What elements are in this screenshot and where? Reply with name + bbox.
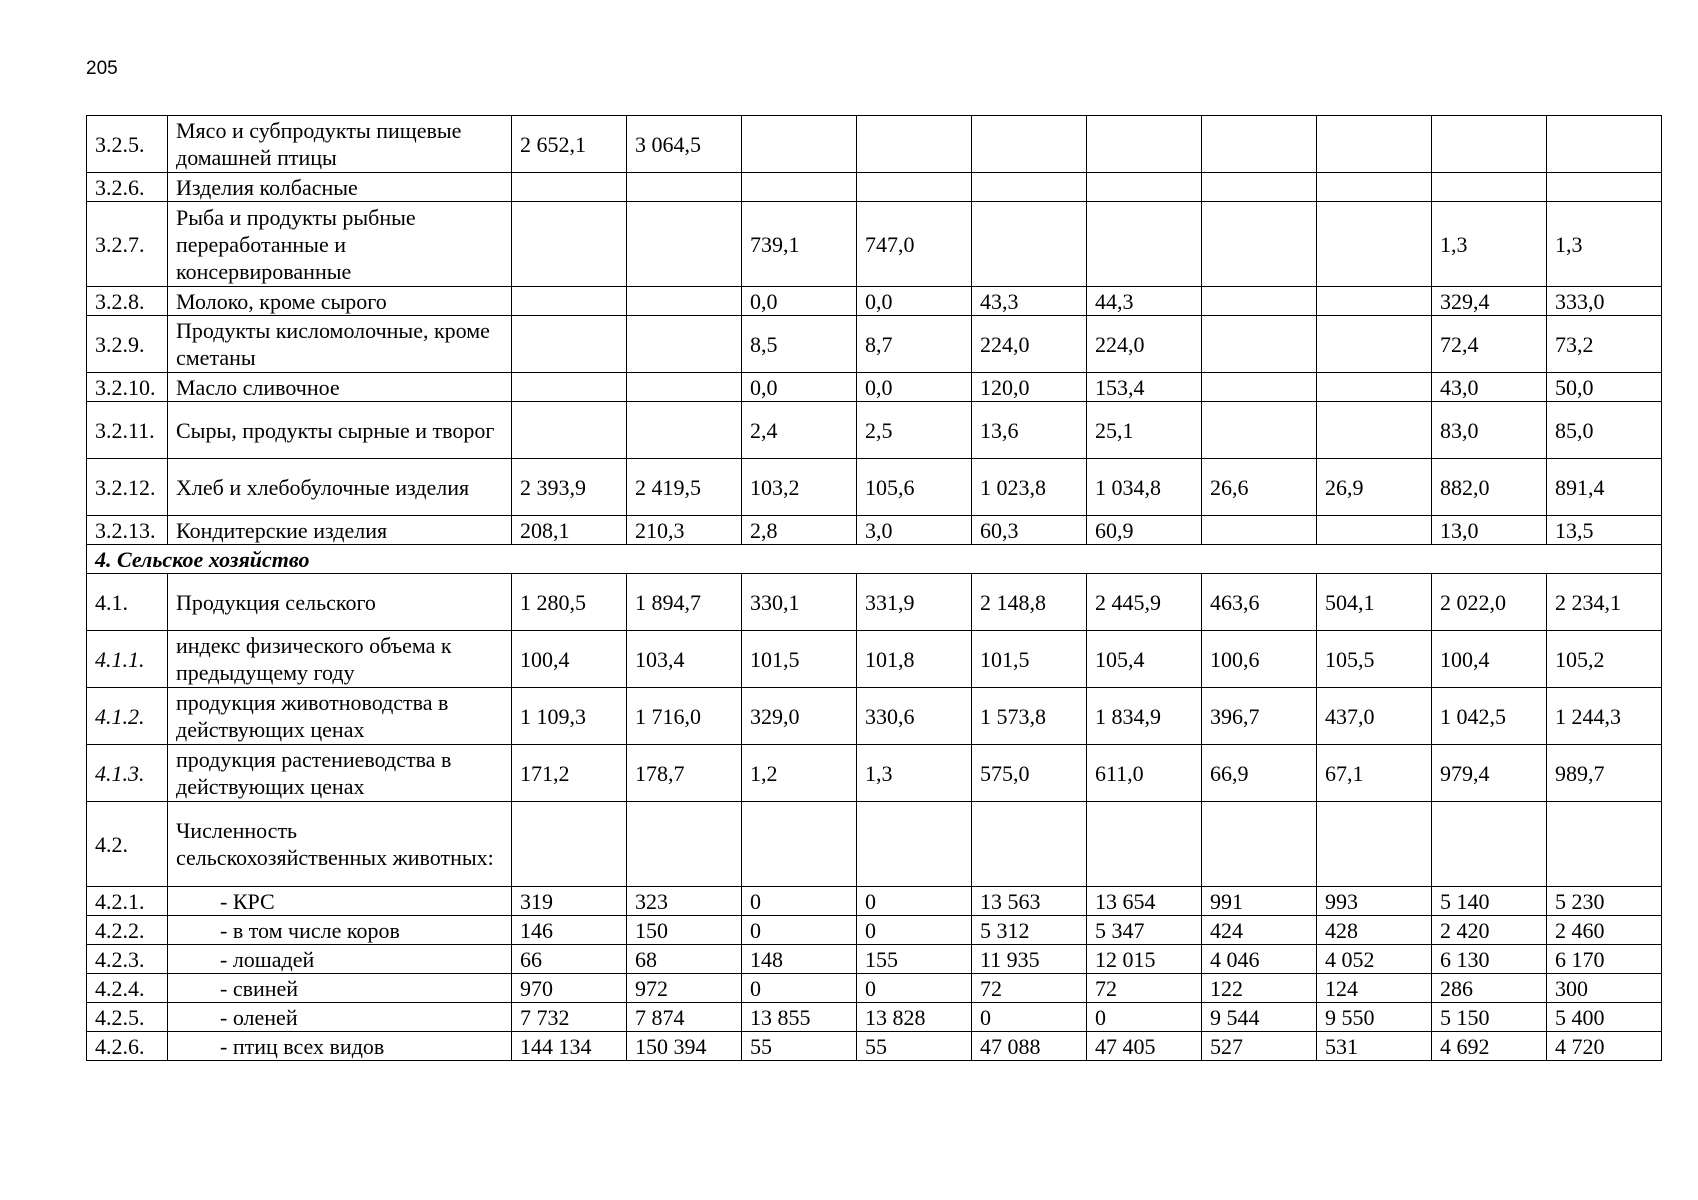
- value-cell: 224,0: [1087, 316, 1202, 373]
- value-cell: 55: [857, 1032, 972, 1061]
- value-cell: 13,0: [1432, 516, 1547, 545]
- value-cell: 1 716,0: [627, 688, 742, 745]
- value-cell: 575,0: [972, 745, 1087, 802]
- row-name: Продукция сельского: [168, 574, 512, 631]
- value-cell: 44,3: [1087, 287, 1202, 316]
- row-name: - оленей: [168, 1003, 512, 1032]
- value-cell: [1317, 116, 1432, 173]
- row-code: 4.1.3.: [87, 745, 168, 802]
- value-cell: 319: [512, 887, 627, 916]
- value-cell: 5 347: [1087, 916, 1202, 945]
- table-row: [87, 745, 1662, 802]
- value-cell: 2,4: [742, 402, 857, 459]
- value-cell: 148: [742, 945, 857, 974]
- value-cell: 527: [1202, 1032, 1317, 1061]
- value-cell: 2,5: [857, 402, 972, 459]
- value-cell: 0: [742, 916, 857, 945]
- value-cell: 993: [1317, 887, 1432, 916]
- value-cell: 891,4: [1547, 459, 1662, 516]
- value-cell: [1317, 402, 1432, 459]
- value-cell: 3 064,5: [627, 116, 742, 173]
- value-cell: 2 234,1: [1547, 574, 1662, 631]
- value-cell: [1547, 116, 1662, 173]
- value-cell: 2 652,1: [512, 116, 627, 173]
- value-cell: 12 015: [1087, 945, 1202, 974]
- table-row: [87, 202, 1662, 287]
- value-cell: 66: [512, 945, 627, 974]
- value-cell: 103,2: [742, 459, 857, 516]
- section-title: 4. Сельское хозяйство: [87, 545, 1662, 574]
- value-cell: [1202, 116, 1317, 173]
- value-cell: 144 134: [512, 1032, 627, 1061]
- value-cell: 120,0: [972, 373, 1087, 402]
- value-cell: 7 874: [627, 1003, 742, 1032]
- value-cell: [1317, 316, 1432, 373]
- row-name: индекс физического объема к предыдущему году: [168, 631, 512, 688]
- row-name: - лошадей: [168, 945, 512, 974]
- value-cell: 2 445,9: [1087, 574, 1202, 631]
- table-row: [87, 173, 1662, 202]
- row-code: 3.2.9.: [87, 316, 168, 373]
- value-cell: 4 720: [1547, 1032, 1662, 1061]
- row-name: продукция растениеводства в действующих ценах: [168, 745, 512, 802]
- value-cell: 3,0: [857, 516, 972, 545]
- value-cell: [1432, 116, 1547, 173]
- value-cell: 2 393,9: [512, 459, 627, 516]
- value-cell: 0,0: [742, 287, 857, 316]
- value-cell: 0: [972, 1003, 1087, 1032]
- row-code: 4.2.1.: [87, 887, 168, 916]
- value-cell: 101,5: [742, 631, 857, 688]
- value-cell: 437,0: [1317, 688, 1432, 745]
- value-cell: 1,3: [1432, 202, 1547, 287]
- value-cell: [512, 373, 627, 402]
- row-name: Кондитерские изделия: [168, 516, 512, 545]
- value-cell: 300: [1547, 974, 1662, 1003]
- value-cell: 1 042,5: [1432, 688, 1547, 745]
- value-cell: 26,6: [1202, 459, 1317, 516]
- value-cell: 6 130: [1432, 945, 1547, 974]
- row-name: Рыба и продукты рыбные переработанные и консервированные: [168, 202, 512, 287]
- value-cell: [857, 802, 972, 887]
- value-cell: [1432, 802, 1547, 887]
- value-cell: 55: [742, 1032, 857, 1061]
- value-cell: 13 855: [742, 1003, 857, 1032]
- table-row: [87, 916, 1662, 945]
- value-cell: 0: [857, 974, 972, 1003]
- value-cell: 0,0: [857, 287, 972, 316]
- value-cell: [972, 116, 1087, 173]
- value-cell: 0,0: [857, 373, 972, 402]
- value-cell: 1 280,5: [512, 574, 627, 631]
- row-code: 4.2.6.: [87, 1032, 168, 1061]
- value-cell: [1202, 516, 1317, 545]
- table-row: [87, 459, 1662, 516]
- value-cell: 2 419,5: [627, 459, 742, 516]
- value-cell: 68: [627, 945, 742, 974]
- value-cell: 323: [627, 887, 742, 916]
- value-cell: 150: [627, 916, 742, 945]
- value-cell: 2 420: [1432, 916, 1547, 945]
- value-cell: 286: [1432, 974, 1547, 1003]
- value-cell: [742, 116, 857, 173]
- value-cell: 122: [1202, 974, 1317, 1003]
- value-cell: 178,7: [627, 745, 742, 802]
- value-cell: 208,1: [512, 516, 627, 545]
- value-cell: 9 550: [1317, 1003, 1432, 1032]
- value-cell: 333,0: [1547, 287, 1662, 316]
- value-cell: [742, 173, 857, 202]
- row-name: Численность сельскохозяйственных животных:: [168, 802, 512, 887]
- row-code: 4.2.: [87, 802, 168, 887]
- value-cell: 9 544: [1202, 1003, 1317, 1032]
- value-cell: 47 088: [972, 1032, 1087, 1061]
- table-row: [87, 402, 1662, 459]
- value-cell: [1317, 516, 1432, 545]
- value-cell: 0: [742, 974, 857, 1003]
- value-cell: 331,9: [857, 574, 972, 631]
- value-cell: 26,9: [1317, 459, 1432, 516]
- value-cell: 1 244,3: [1547, 688, 1662, 745]
- value-cell: [1202, 373, 1317, 402]
- value-cell: [857, 173, 972, 202]
- value-cell: [1547, 173, 1662, 202]
- row-name: Хлеб и хлебобулочные изделия: [168, 459, 512, 516]
- value-cell: 611,0: [1087, 745, 1202, 802]
- value-cell: 739,1: [742, 202, 857, 287]
- value-cell: [512, 202, 627, 287]
- row-name: Молоко, кроме сырого: [168, 287, 512, 316]
- value-cell: 60,3: [972, 516, 1087, 545]
- value-cell: 4 046: [1202, 945, 1317, 974]
- value-cell: 330,6: [857, 688, 972, 745]
- value-cell: 2 022,0: [1432, 574, 1547, 631]
- value-cell: 8,5: [742, 316, 857, 373]
- value-cell: 1 109,3: [512, 688, 627, 745]
- value-cell: 5 312: [972, 916, 1087, 945]
- value-cell: 105,6: [857, 459, 972, 516]
- value-cell: 463,6: [1202, 574, 1317, 631]
- row-code: 3.2.10.: [87, 373, 168, 402]
- table-row: [87, 631, 1662, 688]
- value-cell: 972: [627, 974, 742, 1003]
- value-cell: [512, 402, 627, 459]
- value-cell: [1087, 116, 1202, 173]
- row-name: - КРС: [168, 887, 512, 916]
- row-name: - свиней: [168, 974, 512, 1003]
- value-cell: 146: [512, 916, 627, 945]
- row-name: Масло сливочное: [168, 373, 512, 402]
- value-cell: 103,4: [627, 631, 742, 688]
- value-cell: 11 935: [972, 945, 1087, 974]
- value-cell: [627, 202, 742, 287]
- value-cell: 0,0: [742, 373, 857, 402]
- value-cell: 73,2: [1547, 316, 1662, 373]
- value-cell: 0: [857, 887, 972, 916]
- value-cell: [627, 287, 742, 316]
- table-row: [87, 1032, 1662, 1061]
- table-row: [87, 688, 1662, 745]
- value-cell: 1,3: [857, 745, 972, 802]
- value-cell: 396,7: [1202, 688, 1317, 745]
- row-name: Сыры, продукты сырные и творог: [168, 402, 512, 459]
- row-code: 4.2.2.: [87, 916, 168, 945]
- value-cell: 5 150: [1432, 1003, 1547, 1032]
- value-cell: 989,7: [1547, 745, 1662, 802]
- row-name: продукция животноводства в действующих ценах: [168, 688, 512, 745]
- row-name: Изделия колбасные: [168, 173, 512, 202]
- value-cell: 105,5: [1317, 631, 1432, 688]
- value-cell: [1087, 802, 1202, 887]
- value-cell: 72,4: [1432, 316, 1547, 373]
- value-cell: 6 170: [1547, 945, 1662, 974]
- value-cell: [1202, 287, 1317, 316]
- value-cell: 1,2: [742, 745, 857, 802]
- value-cell: 330,1: [742, 574, 857, 631]
- value-cell: [627, 173, 742, 202]
- value-cell: [1202, 173, 1317, 202]
- table-row: [87, 887, 1662, 916]
- value-cell: [512, 173, 627, 202]
- table-row: [87, 802, 1662, 887]
- value-cell: [1432, 173, 1547, 202]
- section-header-row: [87, 545, 1662, 574]
- value-cell: [627, 373, 742, 402]
- value-cell: [742, 802, 857, 887]
- row-code: 4.1.: [87, 574, 168, 631]
- value-cell: 2,8: [742, 516, 857, 545]
- value-cell: [1547, 802, 1662, 887]
- value-cell: [1202, 202, 1317, 287]
- value-cell: 66,9: [1202, 745, 1317, 802]
- value-cell: [972, 202, 1087, 287]
- value-cell: 155: [857, 945, 972, 974]
- value-cell: 2 148,8: [972, 574, 1087, 631]
- row-code: 4.2.4.: [87, 974, 168, 1003]
- value-cell: 25,1: [1087, 402, 1202, 459]
- value-cell: 991: [1202, 887, 1317, 916]
- value-cell: 50,0: [1547, 373, 1662, 402]
- value-cell: [512, 287, 627, 316]
- table-row: [87, 516, 1662, 545]
- value-cell: 124: [1317, 974, 1432, 1003]
- table-row: [87, 373, 1662, 402]
- value-cell: 1 834,9: [1087, 688, 1202, 745]
- value-cell: 504,1: [1317, 574, 1432, 631]
- row-code: 3.2.5.: [87, 116, 168, 173]
- value-cell: 67,1: [1317, 745, 1432, 802]
- row-code: 3.2.8.: [87, 287, 168, 316]
- value-cell: 882,0: [1432, 459, 1547, 516]
- value-cell: [1202, 402, 1317, 459]
- value-cell: 13,6: [972, 402, 1087, 459]
- value-cell: 1 023,8: [972, 459, 1087, 516]
- value-cell: 101,8: [857, 631, 972, 688]
- table-row: [87, 316, 1662, 373]
- value-cell: 5 230: [1547, 887, 1662, 916]
- value-cell: 0: [857, 916, 972, 945]
- value-cell: [512, 316, 627, 373]
- row-code: 4.1.1.: [87, 631, 168, 688]
- table-row: [87, 574, 1662, 631]
- value-cell: 13 563: [972, 887, 1087, 916]
- statistics-table: [86, 115, 1662, 1061]
- value-cell: 0: [742, 887, 857, 916]
- value-cell: [1317, 202, 1432, 287]
- table-row: [87, 945, 1662, 974]
- value-cell: 7 732: [512, 1003, 627, 1032]
- table-row: [87, 1003, 1662, 1032]
- value-cell: 100,4: [512, 631, 627, 688]
- value-cell: 72: [1087, 974, 1202, 1003]
- value-cell: 329,0: [742, 688, 857, 745]
- row-code: 4.1.2.: [87, 688, 168, 745]
- value-cell: [857, 116, 972, 173]
- value-cell: [972, 173, 1087, 202]
- value-cell: [1317, 173, 1432, 202]
- value-cell: 210,3: [627, 516, 742, 545]
- value-cell: [1202, 316, 1317, 373]
- value-cell: [627, 402, 742, 459]
- value-cell: 5 140: [1432, 887, 1547, 916]
- value-cell: [1317, 373, 1432, 402]
- value-cell: 8,7: [857, 316, 972, 373]
- value-cell: 43,3: [972, 287, 1087, 316]
- value-cell: 47 405: [1087, 1032, 1202, 1061]
- value-cell: [1087, 173, 1202, 202]
- row-code: 3.2.11.: [87, 402, 168, 459]
- value-cell: 1 573,8: [972, 688, 1087, 745]
- value-cell: [512, 802, 627, 887]
- value-cell: 5 400: [1547, 1003, 1662, 1032]
- value-cell: 329,4: [1432, 287, 1547, 316]
- value-cell: 85,0: [1547, 402, 1662, 459]
- value-cell: 428: [1317, 916, 1432, 945]
- value-cell: 970: [512, 974, 627, 1003]
- row-code: 4.2.5.: [87, 1003, 168, 1032]
- page-number: 205: [86, 58, 118, 79]
- value-cell: 13,5: [1547, 516, 1662, 545]
- value-cell: [1087, 202, 1202, 287]
- row-code: 4.2.3.: [87, 945, 168, 974]
- value-cell: 171,2: [512, 745, 627, 802]
- value-cell: [1202, 802, 1317, 887]
- value-cell: 4 052: [1317, 945, 1432, 974]
- value-cell: 72: [972, 974, 1087, 1003]
- value-cell: 0: [1087, 1003, 1202, 1032]
- table-row: [87, 287, 1662, 316]
- value-cell: 105,2: [1547, 631, 1662, 688]
- value-cell: 153,4: [1087, 373, 1202, 402]
- value-cell: 979,4: [1432, 745, 1547, 802]
- value-cell: 43,0: [1432, 373, 1547, 402]
- row-code: 3.2.6.: [87, 173, 168, 202]
- value-cell: 2 460: [1547, 916, 1662, 945]
- value-cell: 531: [1317, 1032, 1432, 1061]
- row-name: - в том числе коров: [168, 916, 512, 945]
- value-cell: 224,0: [972, 316, 1087, 373]
- row-name: Мясо и субпродукты пищевые домашней птицы: [168, 116, 512, 173]
- value-cell: [627, 316, 742, 373]
- value-cell: 60,9: [1087, 516, 1202, 545]
- value-cell: [972, 802, 1087, 887]
- value-cell: 424: [1202, 916, 1317, 945]
- value-cell: 747,0: [857, 202, 972, 287]
- row-code: 3.2.12.: [87, 459, 168, 516]
- value-cell: 1 034,8: [1087, 459, 1202, 516]
- value-cell: 13 654: [1087, 887, 1202, 916]
- value-cell: 100,6: [1202, 631, 1317, 688]
- value-cell: 83,0: [1432, 402, 1547, 459]
- value-cell: [1317, 802, 1432, 887]
- value-cell: 4 692: [1432, 1032, 1547, 1061]
- row-code: 3.2.13.: [87, 516, 168, 545]
- value-cell: 1,3: [1547, 202, 1662, 287]
- value-cell: 100,4: [1432, 631, 1547, 688]
- row-code: 3.2.7.: [87, 202, 168, 287]
- value-cell: [1317, 287, 1432, 316]
- value-cell: 1 894,7: [627, 574, 742, 631]
- row-name: Продукты кисломолочные, кроме сметаны: [168, 316, 512, 373]
- value-cell: 150 394: [627, 1032, 742, 1061]
- value-cell: 105,4: [1087, 631, 1202, 688]
- value-cell: [627, 802, 742, 887]
- value-cell: 101,5: [972, 631, 1087, 688]
- table-row: [87, 974, 1662, 1003]
- table-row: [87, 116, 1662, 173]
- row-name: - птиц всех видов: [168, 1032, 512, 1061]
- value-cell: 13 828: [857, 1003, 972, 1032]
